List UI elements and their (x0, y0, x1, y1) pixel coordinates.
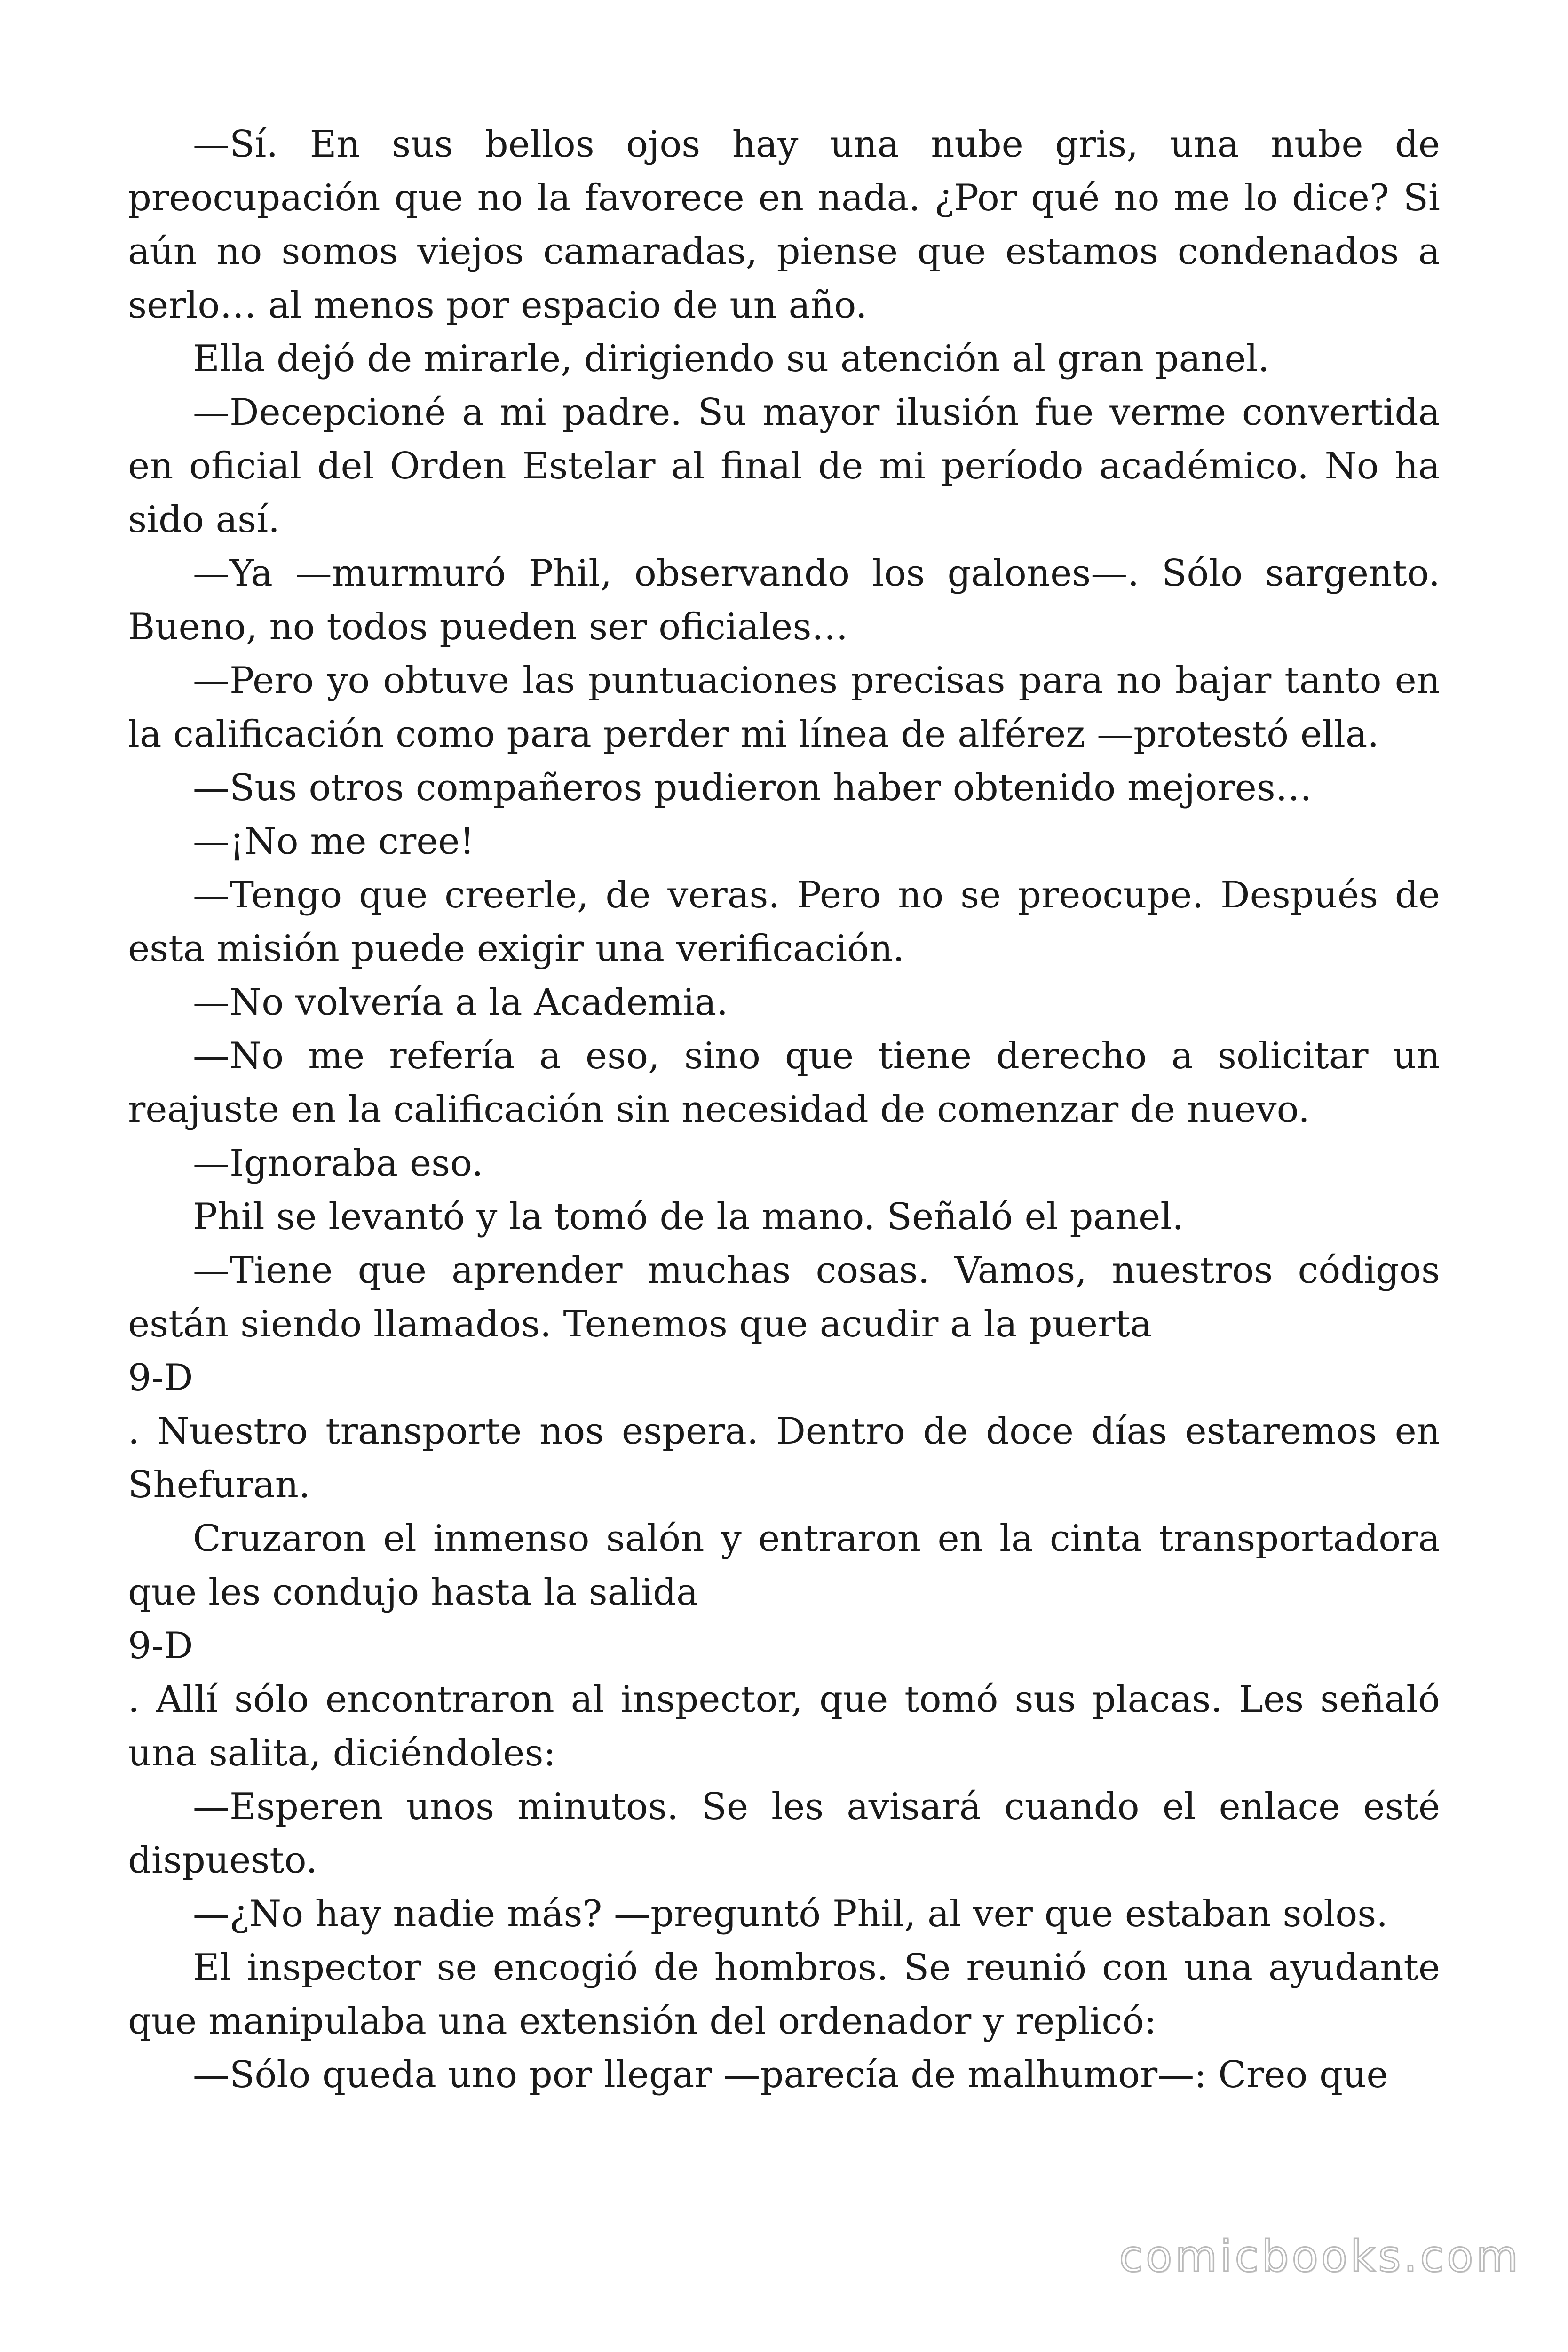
paragraph: —¡No me cree! (193, 820, 475, 863)
paragraph: —Sólo queda uno por llegar —parecía de malhumor—: Creo que (193, 2054, 1388, 2096)
paragraph: —Decepcioné a mi padre. Su mayor ilusión fue verme convertida en oficial del Orden Estelar al final de mi período académico. No ha sido así. (128, 391, 1440, 541)
paragraph: —No me refería a eso, sino que tiene derecho a solicitar un reajuste en la calificación sin necesidad de comenzar de nuevo. (128, 1035, 1440, 1131)
paragraph: —Esperen unos minutos. Se les avisará cuando el enlace esté dispuesto. (128, 1786, 1440, 1882)
paragraph: Cruzaron el inmenso salón y entraron en la cinta transportadora que les condujo hasta la salida (128, 1518, 1440, 1613)
gate-code: 9-D (128, 1625, 193, 1667)
paragraph: —Sí. En sus bellos ojos hay una nube gris, una nube de preocupación que no la favorece en nada. ¿Por qué no me lo dice? Si aún no somos viejos camaradas, piense que estamos condenados a serlo… al menos por espacio de un año. (128, 123, 1440, 326)
paragraph: —Tengo que creerle, de veras. Pero no se preocupe. Después de esta misión puede exigir una verificación. (128, 874, 1440, 970)
paragraph: —Sus otros compañeros pudieron haber obtenido mejores… (193, 767, 1312, 809)
page-body (128, 118, 1440, 2102)
paragraph: Ella dejó de mirarle, dirigiendo su atención al gran panel. (193, 338, 1270, 380)
paragraph: Phil se levantó y la tomó de la mano. Señaló el panel. (193, 1196, 1184, 1238)
paragraph: —No volvería a la Academia. (193, 981, 729, 1024)
paragraph: —Ignoraba eso. (193, 1142, 483, 1184)
watermark: comicbooks.com (1119, 2231, 1521, 2281)
paragraph: —Ya —murmuró Phil, observando los galones—. Sólo sargento. Bueno, no todos pueden ser oficiales… (128, 552, 1440, 648)
paragraph: . Nuestro transporte nos espera. Dentro de doce días estaremos en Shefuran. (128, 1410, 1440, 1506)
paragraph: El inspector se encogió de hombros. Se reunió con una ayudante que manipulaba una extensión del ordenador y replicó: (128, 1947, 1440, 2042)
gate-code: 9-D (128, 1357, 193, 1399)
paragraph: —¿No hay nadie más? —preguntó Phil, al ver que estaban solos. (193, 1893, 1388, 1935)
paragraph: . Allí sólo encontraron al inspector, que tomó sus placas. Les señaló una salita, diciéndoles: (128, 1678, 1440, 1774)
paragraph: —Tiene que aprender muchas cosas. Vamos, nuestros códigos están siendo llamados. Tenemos que acudir a la puerta (128, 1249, 1440, 1345)
paragraph: —Pero yo obtuve las puntuaciones precisas para no bajar tanto en la calificación como para perder mi línea de alférez —protestó ella. (128, 660, 1440, 755)
